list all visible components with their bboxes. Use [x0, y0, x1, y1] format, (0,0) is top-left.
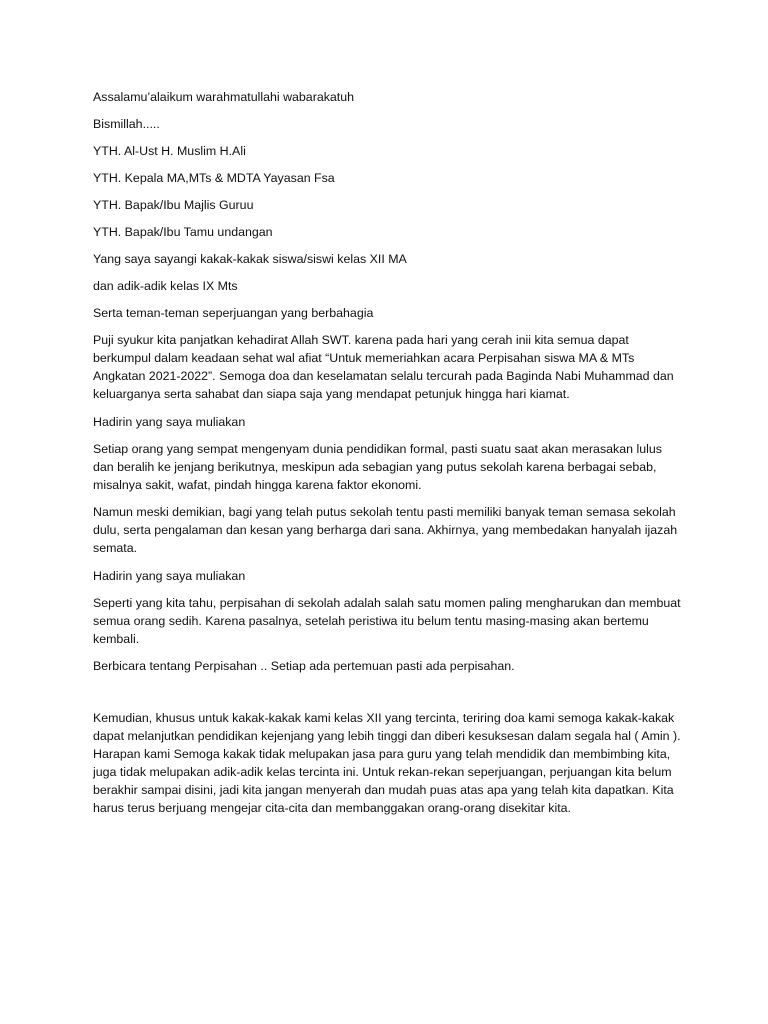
paragraph-farewell: Seperti yang kita tahu, perpisahan di sekolah adalah salah satu momen paling mengharukan dan membuat semua orang sedih. Karena pasalnya, setelah peristiwa itu belum tentu masing-masing akan bertemu kembali. — [93, 595, 681, 646]
address-hadirin-2: Hadirin yang saya muliakan — [93, 568, 246, 583]
paragraph-closing: Kemudian, khusus untuk kakak-kakak kami kelas XII yang tercinta, teriring doa kami semoga kakak-kakak dapat melanjutkan pendidikan kejenjang yang lebih tinggi dan diberi kesuksesan dalam segala hal ( Amin ). Harapan kami Semoga kakak tidak melupakan jasa para guru yang telah mendidik dan membimbing kita, juga tidak melupakan adik-adik kelas tercinta ini. Untuk rekan-rekan seperjuangan, perjuangan kita belum berakhir sampai disini, jadi kita jangan menyerah dan mudah puas atas apa yang telah kita dapatkan. Kita harus terus berjuang mengejar cita-cita dan membanggakan orang-orang disekitar kita. — [93, 710, 681, 815]
paragraph-opening: Puji syukur kita panjatkan kehadirat Allah SWT. karena pada hari yang cerah inii kita semua dapat berkumpul dalam keadaan sehat wal afiat “Untuk memeriahkan acara Perpisahan siswa MA & MTs Angkatan 2021-2022”. Semoga doa dan keselamatan selalu tercurah pada Baginda Nabi Muhammad dan keluarganya serta sahabat dan siapa saja yang mendapat petunjuk hingga hari kiamat. — [93, 333, 674, 401]
blank-line — [93, 685, 685, 709]
document-page — [93, 88, 685, 826]
salutation-kepala: YTH. Kepala MA,MTs & MDTA Yayasan Fsa — [93, 171, 335, 185]
salutation-guru: YTH. Bapak/Ibu Majlis Guruu — [93, 198, 254, 212]
bismillah: Bismillah..... — [93, 117, 160, 131]
salutation-tamu: YTH. Bapak/Ibu Tamu undangan — [93, 225, 273, 239]
salutation-teman: Serta teman-teman seperjuangan yang berbahagia — [93, 306, 374, 320]
salutation-kelas-xii: Yang saya sayangi kakak-kakak siswa/siswi kelas XII MA — [93, 252, 407, 266]
greeting: Assalamu’alaikum warahmatullahi wabarakatuh — [93, 90, 355, 104]
salutation-kelas-ix: dan adik-adik kelas IX Mts — [93, 279, 238, 293]
salutation-ustadz: YTH. Al-Ust H. Muslim H.Ali — [93, 144, 246, 158]
paragraph-education: Setiap orang yang sempat mengenyam dunia pendidikan formal, pasti suatu saat akan merasakan lulus dan beralih ke jenjang berikutnya, meskipun ada sebagian yang putus sekolah karena berbagai sebab, misalnya sakit, wafat, pindah hingga karena faktor ekonomi. — [93, 441, 662, 492]
paragraph-however: Namun meski demikian, bagi yang telah putus sekolah tentu pasti memiliki banyak teman semasa sekolah dulu, serta pengalaman dan kesan yang berharga dari sana. Akhirnya, yang membedakan hanyalah ijazah semata. — [93, 505, 678, 555]
address-hadirin: Hadirin yang saya muliakan — [93, 414, 246, 429]
paragraph-meeting: Berbicara tentang Perpisahan .. Setiap ada pertemuan pasti ada perpisahan. — [93, 659, 515, 673]
